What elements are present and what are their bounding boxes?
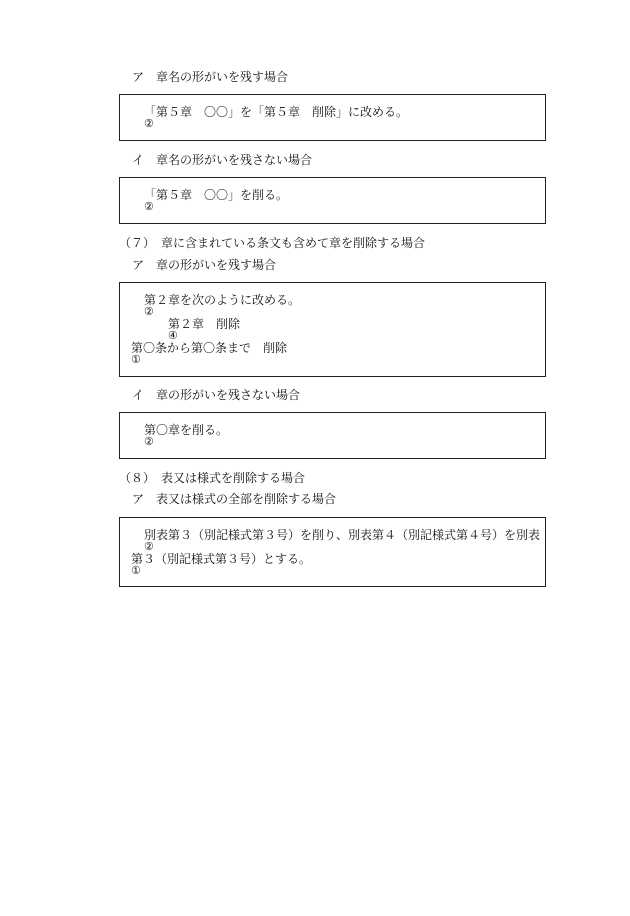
circled-marker: ②	[144, 117, 154, 130]
example-text: 第３（別記様式第３号）とする。	[131, 552, 312, 566]
example-box-7a	[119, 282, 546, 377]
example-text: 第２章 削除	[168, 317, 241, 331]
circled-marker: ④	[168, 329, 178, 342]
circled-marker: ①	[131, 564, 141, 577]
example-box-6a	[119, 94, 546, 141]
example-text: 第〇条から第〇条まで 削除	[131, 341, 288, 355]
heading-6b: イ 章名の形がいを残さない場合	[132, 153, 313, 167]
example-box-8a	[119, 517, 546, 587]
example-text: 第〇章を削る。	[144, 423, 229, 437]
heading-8: （８） 表又は様式を削除する場合	[119, 471, 306, 485]
heading-7a: ア 章の形がいを残す場合	[132, 258, 277, 272]
circled-marker: ①	[131, 353, 141, 366]
example-text: 「第５章 〇〇」を削る。	[144, 188, 289, 202]
heading-8a: ア 表又は様式の全部を削除する場合	[132, 492, 337, 506]
heading-7b: イ 章の形がいを残さない場合	[132, 388, 301, 402]
heading-7: （７） 章に含まれている条文も含めて章を削除する場合	[119, 236, 426, 250]
heading-6a: ア 章名の形がいを残す場合	[132, 70, 289, 84]
circled-marker: ②	[144, 435, 154, 448]
example-text: 第２章を次のように改める。	[144, 293, 301, 307]
example-text: 別表第３（別記様式第３号）を削り、別表第４（別記様式第４号）を別表	[144, 528, 541, 542]
example-box-6b	[119, 177, 546, 224]
example-text: 「第５章 〇〇」を「第５章 削除」に改める。	[144, 105, 409, 119]
circled-marker: ②	[144, 200, 154, 213]
circled-marker: ②	[144, 305, 154, 318]
circled-marker: ②	[144, 540, 154, 553]
example-box-7b	[119, 412, 546, 459]
